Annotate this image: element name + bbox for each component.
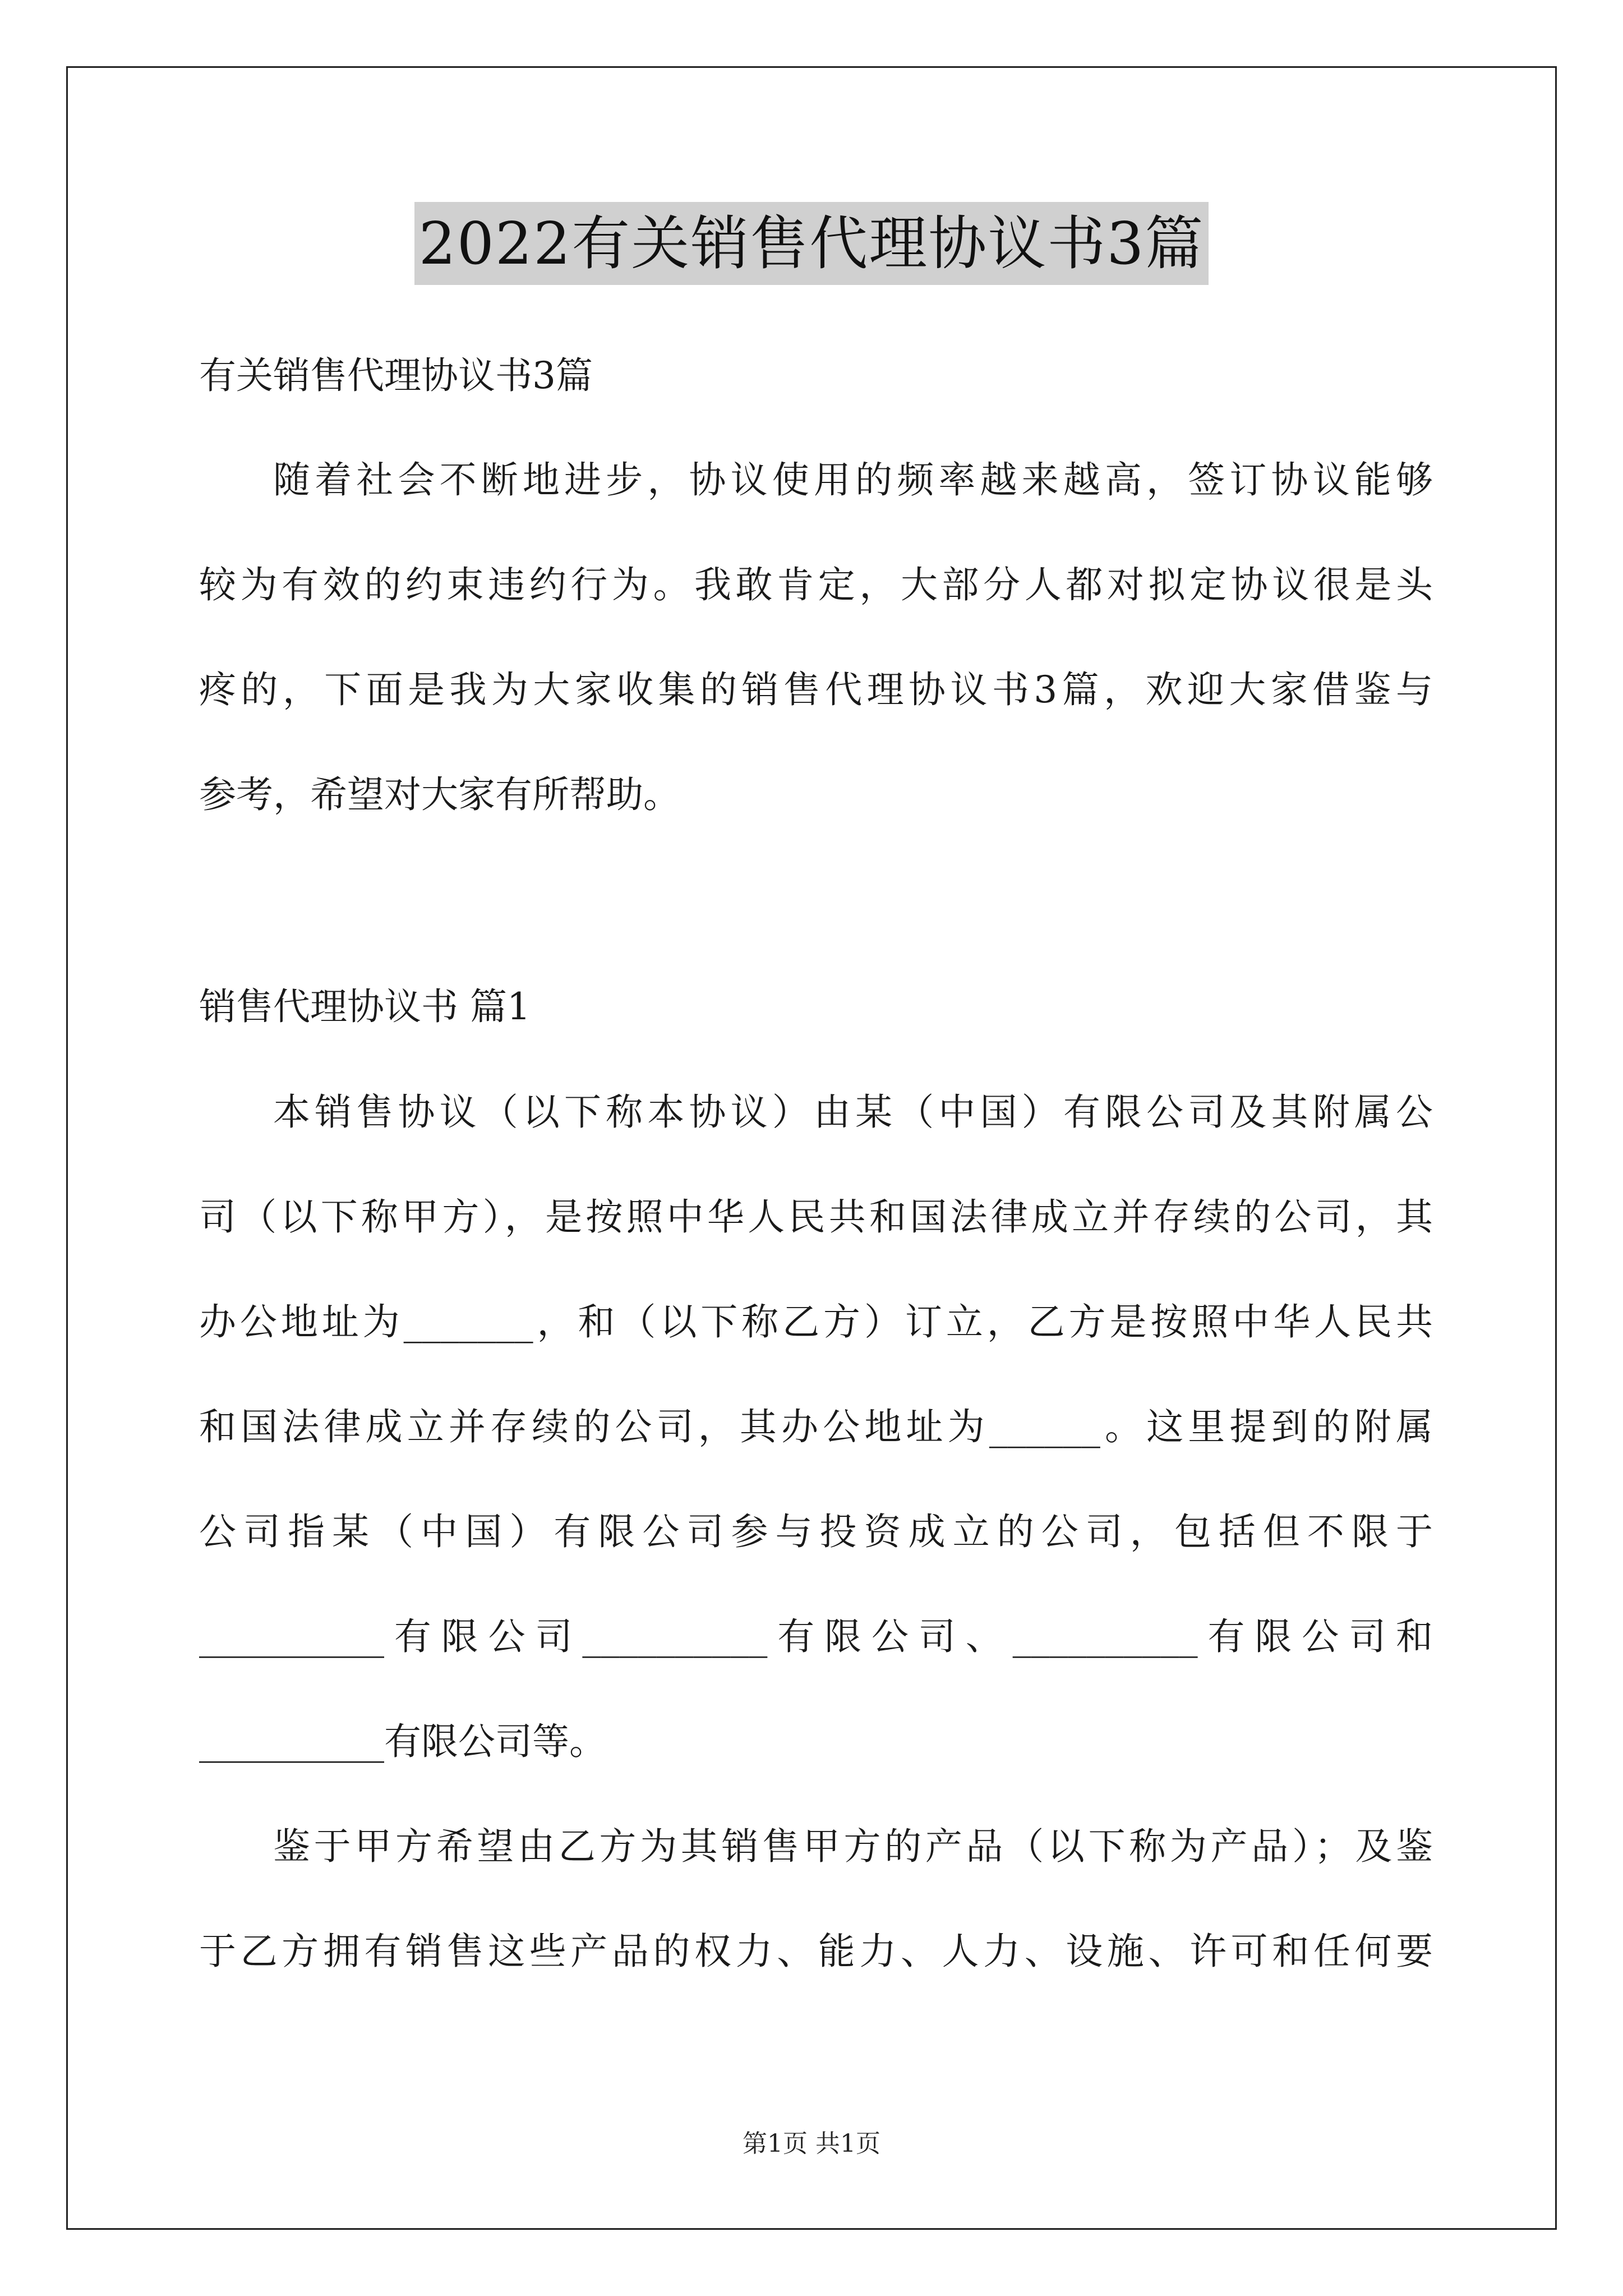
paragraph-line: 公司指某（中国）有限公司参与投资成立的公司，包括但不限于 — [199, 1510, 1433, 1553]
paragraph-line: 鉴于甲方希望由乙方为其销售甲方的产品（以下称为产品）；及鉴 — [273, 1825, 1433, 1868]
title-container — [0, 202, 1623, 285]
intro-line: 参考，希望对大家有所帮助。 — [199, 773, 680, 816]
paragraph-line: 和国法律成立并存续的公司，其办公地址为______。这里提到的附属 — [199, 1405, 1433, 1448]
document-subtitle: 有关销售代理协议书3篇 — [199, 354, 593, 397]
page-footer: 第1页 共1页 — [743, 2129, 880, 2158]
intro-line: 疼的，下面是我为大家收集的销售代理协议书3篇，欢迎大家借鉴与 — [199, 668, 1433, 711]
section-heading: 销售代理协议书 篇1 — [199, 985, 531, 1028]
document-title: 2022有关销售代理协议书3篇 — [414, 202, 1209, 285]
paragraph-line: 于乙方拥有销售这些产品的权力、能力、人力、设施、许可和任何要 — [199, 1930, 1433, 1973]
paragraph-line: 办公地址为_______，和（以下称乙方）订立，乙方是按照中华人民共 — [199, 1300, 1433, 1343]
intro-line: 较为有效的约束违约行为。我敢肯定，大部分人都对拟定协议很是头 — [199, 563, 1433, 606]
paragraph-line: 司（以下称甲方），是按照中华人民共和国法律成立并存续的公司，其 — [199, 1195, 1433, 1239]
paragraph-line: __________有限公司等。 — [199, 1720, 606, 1763]
paragraph-line: 本销售协议（以下称本协议）由某（中国）有限公司及其附属公 — [273, 1091, 1433, 1134]
intro-line: 随着社会不断地进步，协议使用的频率越来越高，签订协议能够 — [273, 458, 1433, 501]
paragraph-line: __________有限公司__________有限公司、__________有限公司和 — [199, 1615, 1433, 1658]
